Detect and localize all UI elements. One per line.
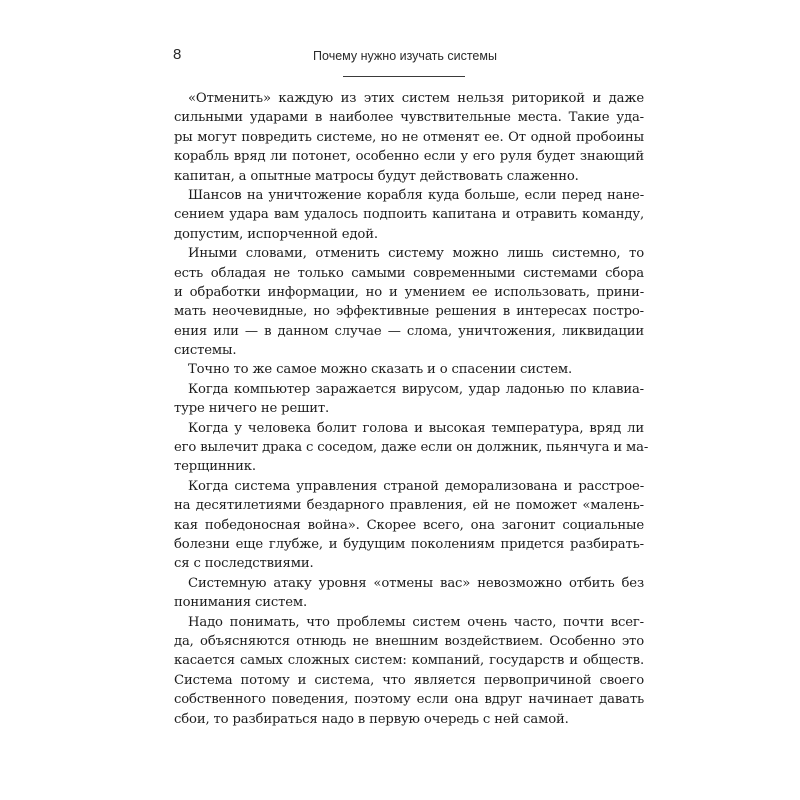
text-line: Когда компьютер заражается вирусом, удар ладонью по клавиа- — [188, 381, 644, 397]
text-line: да, объясняются отнюдь не внешним воздействием. Особенно это — [174, 633, 644, 649]
text-line: Системную атаку уровня «отмены вас» невозможно отбить без — [188, 575, 644, 591]
text-line: Когда у человека болит голова и высокая температура, вряд ли — [188, 420, 644, 436]
text-line: касается самых сложных систем: компаний, государств и обществ. — [174, 653, 644, 669]
text-line: ения или — в данном случае — слома, уничтожения, ликвидации — [174, 323, 644, 339]
text-line: капитан, а опытные матросы будут действовать слаженно. — [174, 168, 579, 184]
text-line: терщинник. — [174, 459, 256, 475]
text-line: собственного поведения, поэтому если она вдруг начинает давать — [174, 692, 644, 708]
header-rule — [343, 76, 465, 77]
text-line: туре ничего не решит. — [174, 401, 330, 417]
text-line: допустим, испорченной едой. — [174, 226, 378, 242]
text-line: на десятилетиями бездарного правления, ей не поможет «малень- — [174, 498, 644, 514]
running-title: Почему нужно изучать системы — [313, 49, 497, 63]
page-number: 8 — [173, 46, 182, 63]
text-line: и обработки информации, но и умением ее использовать, прини- — [174, 284, 644, 300]
text-line: Точно то же самое можно сказать и о спасении систем. — [188, 362, 573, 378]
text-line: Надо понимать, что проблемы систем очень часто, почти всег- — [188, 614, 644, 630]
text-line: сбои, то разбираться надо в первую очередь с ней самой. — [174, 711, 569, 727]
text-line: понимания систем. — [174, 595, 308, 611]
text-line: Шансов на уничтожение корабля куда больше, если перед нане- — [188, 187, 644, 203]
text-line: есть обладая не только самыми современными системами сбора — [174, 265, 644, 281]
text-line: Когда система управления страной деморализована и расстрое- — [188, 478, 644, 494]
text-line: Система потому и система, что является первопричиной своего — [174, 672, 644, 688]
text-line: болезни еще глубже, и будущим поколениям придется разбирать- — [174, 536, 644, 552]
text-line: сением удара вам удалось подпоить капитана и отравить команду, — [174, 207, 644, 223]
text-line: системы. — [174, 343, 237, 359]
text-line: ся с последствиями. — [174, 556, 314, 572]
text-line: ры могут повредить системе, но не отменят ее. От одной пробоины — [174, 129, 644, 145]
text-line: «Отменить» каждую из этих систем нельзя риторикой и даже — [188, 91, 644, 106]
text-line: кая победоносная война». Скорее всего, она загонит социальные — [174, 517, 644, 533]
body-text — [174, 89, 649, 729]
text-line: его вылечит драка с соседом, даже если он должник, пьянчуга и ма- — [174, 440, 649, 456]
text-line: сильными ударами в наиболее чувствительные места. Такие уда- — [174, 110, 644, 126]
text-line: корабль вряд ли потонет, особенно если у его руля будет знающий — [174, 149, 644, 165]
text-line: мать неочевидные, но эффективные решения в интересах постро- — [174, 304, 644, 320]
text-line: Иными словами, отменить систему можно лишь системно, то — [188, 246, 644, 262]
